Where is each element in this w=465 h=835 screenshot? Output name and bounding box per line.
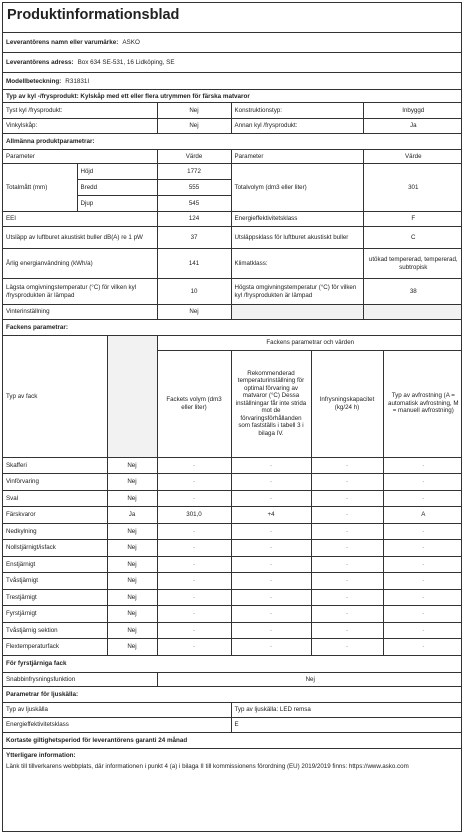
parameter-label: Lägsta omgivningstemperatur (°C) för vilken kyl /frysprodukten är lämpad [3, 279, 157, 305]
compartment-row [3, 457, 462, 474]
type-label: Tyst kyl /frysprodukt: [3, 103, 157, 118]
compartment-temperature: +4 [231, 507, 311, 524]
compartment-defrost-type: - [383, 556, 462, 573]
parameter-row [3, 212, 462, 227]
empty-cell [107, 336, 157, 457]
total-dimensions-label: Totalmått (mm) [3, 164, 77, 212]
compartment-freezing-capacity: - [311, 457, 383, 474]
compartment-defrost-type: A [383, 507, 462, 524]
compartment-temperature: - [231, 490, 311, 507]
compartment-freezing-capacity: - [311, 507, 383, 524]
compartment-freezing-capacity: - [311, 606, 383, 623]
compartment-row [3, 474, 462, 491]
compartment-defrost-type: - [383, 589, 462, 606]
parameter-row [3, 249, 462, 279]
compartment-defrost-type: - [383, 622, 462, 639]
light-class-label: Energieffektivitetsklass [3, 717, 231, 732]
four-star-table [3, 673, 462, 688]
compartment-name: Sval [3, 490, 107, 507]
compartment-volume: - [157, 457, 231, 474]
compartment-freezing-capacity: - [311, 540, 383, 557]
supplier-value: ASKO [122, 39, 140, 46]
dimension-value: 555 [157, 180, 231, 196]
compartment-temperature: - [231, 622, 311, 639]
compartment-volume: - [157, 639, 231, 656]
compartment-name: Tvåstjärnig sektion [3, 622, 107, 639]
dimension-row [3, 164, 462, 180]
compartment-name: Trestjärnigt [3, 589, 107, 606]
empty-cell [231, 305, 363, 320]
parameter-value: 124 [157, 212, 231, 227]
parameter-value: 141 [157, 249, 231, 279]
parameter-label: EEI [3, 212, 157, 227]
total-volume-value: 301 [363, 164, 462, 212]
compartments-heading: Fackens parametrar: [3, 320, 461, 336]
compartment-freezing-capacity: - [311, 573, 383, 590]
model-label: Modellbeteckning: [6, 77, 62, 85]
address-row [3, 53, 461, 73]
type-label: Annan kyl /frysprodukt: [231, 118, 363, 133]
compartment-row [3, 573, 462, 590]
light-class-value: E [231, 717, 462, 732]
parameter-label: Utsläpp av luftburet akustiskt buller dB(A) re 1 pW [3, 227, 157, 249]
compartment-freezing-capacity: - [311, 523, 383, 540]
light-source-heading: Parametrar för ljuskälla: [3, 687, 461, 703]
fast-freeze-row [3, 673, 462, 687]
compartment-freezing-capacity: - [311, 639, 383, 656]
dimension-label: Bredd [77, 180, 157, 196]
compartment-defrost-type: - [383, 523, 462, 540]
compartment-freezing-capacity: - [311, 490, 383, 507]
type-table [3, 103, 462, 134]
parameter-label: Energieffektivitetsklass [231, 212, 363, 227]
parameter-header: Parameter [231, 150, 363, 164]
compartments-table [3, 336, 462, 656]
compartment-name: Nollstjärnigt/isfack [3, 540, 107, 557]
compartment-name: Skafferi [3, 457, 107, 474]
compartment-present: Ja [107, 507, 157, 524]
compartment-present: Nej [107, 457, 157, 474]
parameter-row [3, 227, 462, 249]
compartment-defrost-type: - [383, 457, 462, 474]
fast-freeze-value: Nej [157, 673, 462, 687]
sheet-title: Produktinformationsblad [3, 3, 461, 33]
compartment-temperature: - [231, 589, 311, 606]
compartment-defrost-type: - [383, 490, 462, 507]
product-information-sheet [2, 2, 462, 832]
winter-setting-label: Vinterinställning [3, 305, 157, 320]
type-label: Konstruktionstyp: [231, 103, 363, 118]
compartment-type-header: Typ av fack [3, 336, 107, 457]
compartment-temperature: - [231, 474, 311, 491]
compartment-freezing-capacity: - [311, 589, 383, 606]
dimension-label: Höjd [77, 164, 157, 180]
type-value: Inbyggd [363, 103, 462, 118]
compartment-volume: - [157, 474, 231, 491]
compartment-temperature: - [231, 639, 311, 656]
compartment-parameters-header: Fackens parametrar och värden [157, 336, 462, 350]
type-value: Ja [363, 118, 462, 133]
compartment-name: Färskvaror [3, 507, 107, 524]
compartment-temperature: - [231, 606, 311, 623]
guarantee: Kortaste giltighetsperiod för leverantörens garanti 24 månad [3, 733, 461, 749]
winter-setting-value: Nej [157, 305, 231, 320]
light-type-row [3, 703, 462, 717]
additional-info-heading: Ytterligare information: [6, 752, 76, 759]
compartment-row [3, 589, 462, 606]
supplier-row [3, 33, 461, 53]
compartment-row [3, 507, 462, 524]
compartment-defrost-type: - [383, 639, 462, 656]
compartment-defrost-type: - [383, 540, 462, 557]
compartment-temperature: - [231, 556, 311, 573]
compartment-defrost-type: - [383, 606, 462, 623]
type-row [3, 118, 462, 133]
general-table [3, 150, 462, 321]
compartment-present: Nej [107, 622, 157, 639]
fast-freeze-label: Snabbinfrysningsfunktion [3, 673, 157, 687]
compartment-present: Nej [107, 474, 157, 491]
light-type-label: Typ av ljuskälla [3, 703, 231, 717]
compartment-freezing-capacity: - [311, 474, 383, 491]
parameter-header: Parameter [3, 150, 157, 164]
compartment-row [3, 523, 462, 540]
model-value: R31831I [65, 77, 90, 85]
type-value: Nej [157, 103, 231, 118]
compartment-name: Vinförvaring [3, 474, 107, 491]
temperature-column-header: Rekommenderad temperaturinställning för optimal förvaring av matvaror (°C) Dessa inställningar får inte strida mot de förvaringsförhållanden som fastställs i tabell 3 i bilaga IV. [231, 350, 311, 457]
compartments-group-header-row [3, 336, 462, 350]
type-row [3, 103, 462, 118]
parameter-value: 10 [157, 279, 231, 305]
compartment-present: Nej [107, 589, 157, 606]
parameter-value: utökad tempererad, tempererad, subtropisk [363, 249, 462, 279]
additional-info-text: Länk till tillverkarens webbplats, där informationen i punkt 4 (a) i bilaga II till kommissionens förordning (EU) 2019/2019 finns: https://www.asko.com [6, 762, 409, 770]
compartment-name: Flextemperaturfack [3, 639, 107, 656]
compartment-volume: 301,0 [157, 507, 231, 524]
compartment-volume: - [157, 573, 231, 590]
compartment-temperature: - [231, 540, 311, 557]
parameter-label: Årlig energianvändning (kWh/a) [3, 249, 157, 279]
compartment-freezing-capacity: - [311, 622, 383, 639]
compartment-temperature: - [231, 523, 311, 540]
parameter-value: F [363, 212, 462, 227]
compartment-present: Nej [107, 573, 157, 590]
parameter-label: Utsläppsklass för luftburet akustiskt buller [231, 227, 363, 249]
compartment-present: Nej [107, 490, 157, 507]
compartment-name: Enstjärnigt [3, 556, 107, 573]
parameter-value: 38 [363, 279, 462, 305]
compartment-volume: - [157, 523, 231, 540]
type-value: Nej [157, 118, 231, 133]
defrost-type-column-header: Typ av avfrostning (A = automatisk avfrostning, M = manuell avfrostning) [383, 350, 462, 457]
light-class-row [3, 717, 462, 732]
compartment-present: Nej [107, 639, 157, 656]
model-row [3, 73, 461, 90]
address-label: Leverantörens adress: [6, 59, 74, 66]
compartment-volume: - [157, 540, 231, 557]
parameter-row [3, 279, 462, 305]
total-volume-label: Totalvolym (dm3 eller liter) [231, 164, 363, 212]
light-source-table [3, 703, 462, 733]
compartment-defrost-type: - [383, 474, 462, 491]
compartment-present: Nej [107, 540, 157, 557]
compartment-present: Nej [107, 523, 157, 540]
supplier-label: Leverantörens namn eller varumärke: [6, 39, 119, 46]
compartment-freezing-capacity: - [311, 556, 383, 573]
compartment-volume: - [157, 490, 231, 507]
compartment-defrost-type: - [383, 573, 462, 590]
parameter-value: C [363, 227, 462, 249]
compartment-name: Nedkylning [3, 523, 107, 540]
parameter-label: Klimatklass: [231, 249, 363, 279]
dimension-label: Djup [77, 196, 157, 212]
compartment-present: Nej [107, 606, 157, 623]
compartment-volume: - [157, 606, 231, 623]
compartment-row [3, 606, 462, 623]
compartment-temperature: - [231, 457, 311, 474]
freezing-capacity-column-header: Infrysningskapacitet (kg/24 h) [311, 350, 383, 457]
compartment-present: Nej [107, 556, 157, 573]
compartment-name: Fyrstjärnigt [3, 606, 107, 623]
compartment-temperature: - [231, 573, 311, 590]
light-type-value: Typ av ljuskälla: LED remsa [231, 703, 462, 717]
dimension-value: 1772 [157, 164, 231, 180]
compartment-row [3, 622, 462, 639]
value-header: Värde [157, 150, 231, 164]
dimension-value: 545 [157, 196, 231, 212]
winter-setting-row [3, 305, 462, 320]
type-label: Vinkylskåp: [3, 118, 157, 133]
empty-cell [363, 305, 462, 320]
compartment-row [3, 490, 462, 507]
appliance-type: Typ av kyl -/frysprodukt: Kylskåp med ett eller flera utrymmen för färska matvaror [3, 90, 461, 103]
compartment-volume: - [157, 556, 231, 573]
general-heading: Allmänna produktparametrar: [3, 134, 461, 150]
compartment-row [3, 639, 462, 656]
general-header-row [3, 150, 462, 164]
compartment-volume: - [157, 589, 231, 606]
compartments-body [3, 457, 462, 655]
four-star-heading: För fyrstjärniga fack [3, 656, 461, 673]
compartment-row [3, 540, 462, 557]
parameter-value: 37 [157, 227, 231, 249]
address-value: Box 634 SE-531, 16 Lidköping, SE [77, 59, 175, 66]
compartment-volume: - [157, 622, 231, 639]
compartment-name: Tvåstjärnigt [3, 573, 107, 590]
value-header: Värde [363, 150, 462, 164]
parameter-label: Högsta omgivningstemperatur (°C) för vilken kyl /frysprodukten är lämpad [231, 279, 363, 305]
volume-column-header: Fackets volym (dm3 eller liter) [157, 350, 231, 457]
compartment-row [3, 556, 462, 573]
